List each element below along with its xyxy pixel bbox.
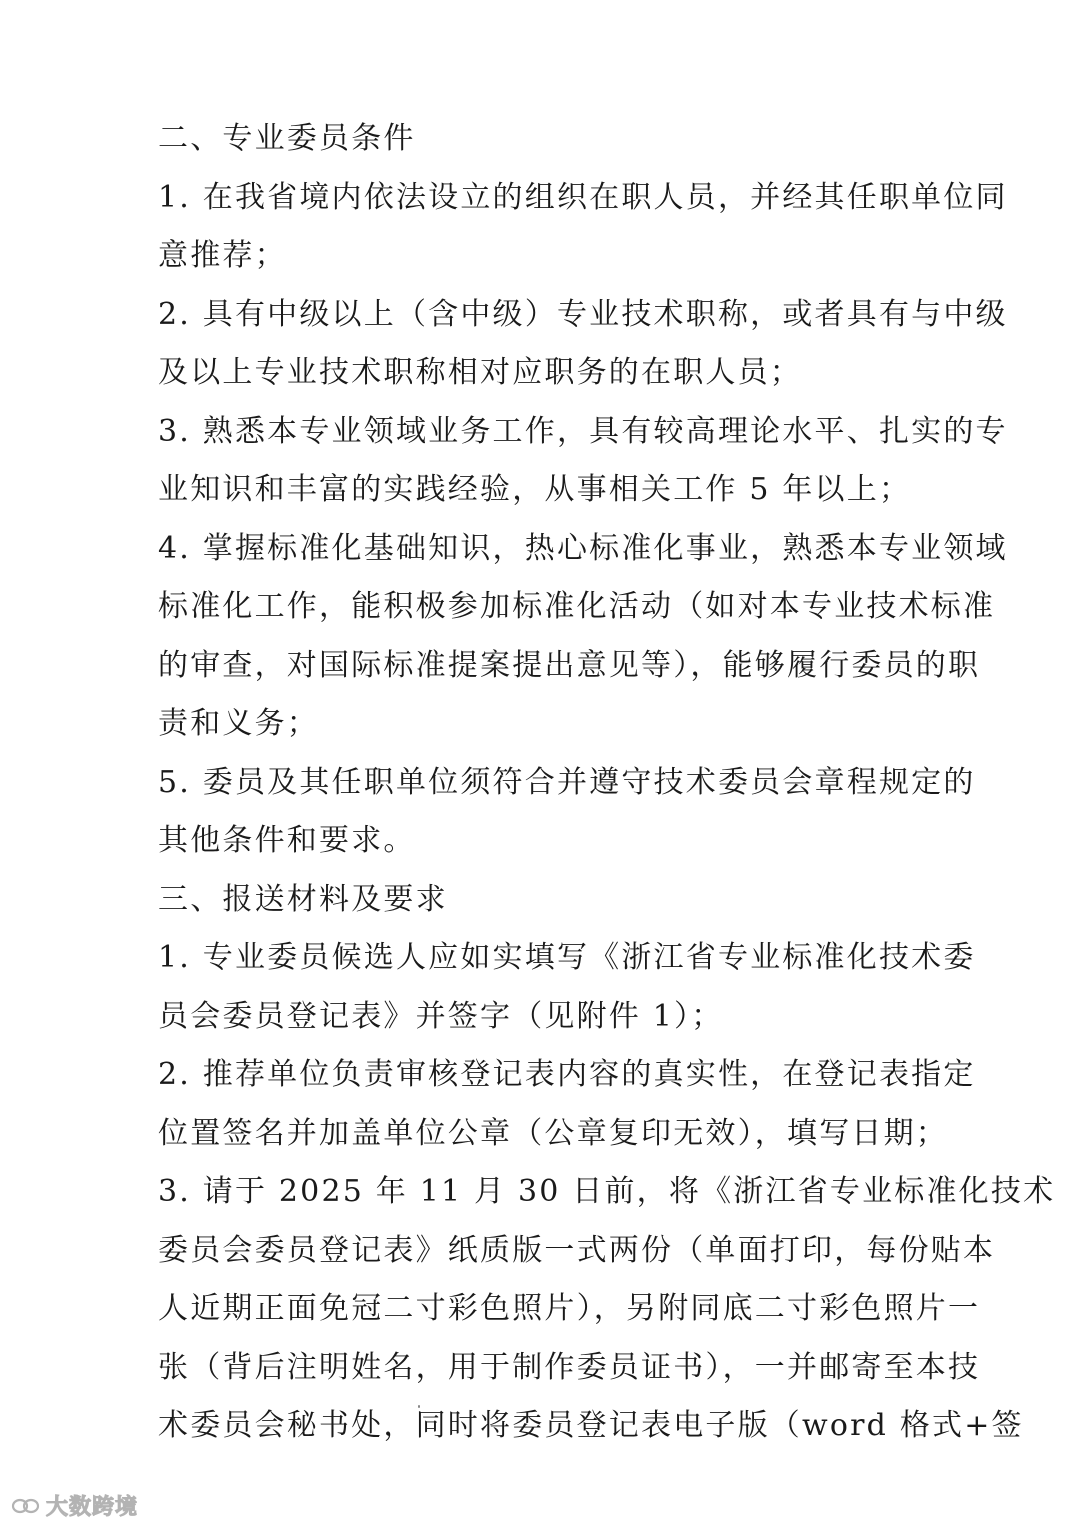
watermark-text: 大数跨境 — [46, 1495, 139, 1520]
item-3-3-line-4: 张（背后注明姓名，用于制作委员证书），一并邮寄至本技 — [158, 1349, 981, 1385]
item-2-3-line-2: 业知识和丰富的实践经验，从事相关工作 5 年以上； — [158, 472, 912, 507]
watermark — [10, 1490, 138, 1521]
item-2-5-line-2: 其他条件和要求。 — [158, 823, 416, 858]
item-3-1-line-2: 员会委员登记表》并签字（见附件 1）； — [158, 998, 724, 1034]
item-2-2-line-1: 2. 具有中级以上（含中级）专业技术职称，或者具有与中级 — [158, 296, 1008, 332]
item-3-3-line-1: 3. 请于 2025 年 11 月 30 日前，将《浙江省专业标准化技术 — [158, 1174, 1056, 1209]
item-2-1-line-1: 1. 在我省境内依法设立的组织在职人员，并经其任职单位同 — [158, 179, 1008, 215]
item-3-3-line-2: 委员会委员登记表》纸质版一式两份（单面打印，每份贴本 — [158, 1232, 996, 1268]
scan-speck — [418, 1405, 420, 1408]
item-3-3-line-5: 术委员会秘书处，同时将委员登记表电子版（word 格式+签 — [158, 1408, 1024, 1443]
item-2-2-line-2: 及以上专业技术职称相对应职务的在职人员； — [158, 355, 802, 390]
section-heading-2: 二、专业委员条件 — [158, 121, 416, 156]
item-2-1-line-2: 意推荐； — [158, 238, 287, 273]
document-body — [158, 110, 1056, 1456]
item-2-5-line-1: 5. 委员及其任职单位须符合并遵守技术委员会章程规定的 — [158, 764, 976, 800]
chain-link-icon — [10, 1494, 42, 1518]
section-heading-3: 三、报送材料及要求 — [158, 881, 448, 917]
item-3-3-line-3: 人近期正面免冠二寸彩色照片），另附同底二寸彩色照片一 — [158, 1291, 981, 1326]
item-2-4-line-1: 4. 掌握标准化基础知识，热心标准化事业，熟悉本专业领域 — [158, 530, 1008, 566]
item-3-2-line-2: 位置签名并加盖单位公章（公章复印无效），填写日期； — [158, 1115, 948, 1151]
item-2-3-line-1: 3. 熟悉本专业领域业务工作，具有较高理论水平、扎实的专 — [158, 413, 1008, 449]
item-3-2-line-1: 2. 推荐单位负责审核登记表内容的真实性，在登记表指定 — [158, 1057, 976, 1092]
item-2-4-line-3: 的审查，对国际标准提案提出意见等），能够履行委员的职 — [158, 647, 981, 683]
item-3-1-line-1: 1. 专业委员候选人应如实填写《浙江省专业标准化技术委 — [158, 940, 976, 975]
item-2-4-line-4: 责和义务； — [158, 706, 319, 741]
item-2-4-line-2: 标准化工作，能积极参加标准化活动（如对本专业技术标准 — [158, 589, 996, 624]
